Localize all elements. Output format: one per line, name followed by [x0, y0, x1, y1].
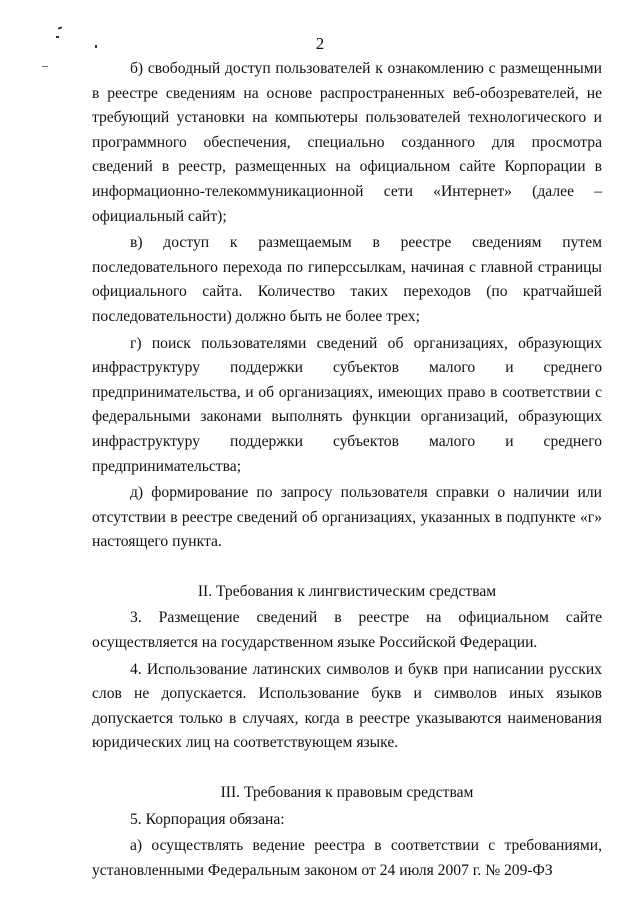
scan-speck	[42, 66, 48, 67]
section-2-heading: II. Требования к лингвистическим средствам	[197, 582, 497, 600]
paragraph-4: 4. Использование латинских символов и букв при написании русских слов не допускается. Использование букв и символов иных языков допускается только в случаях, когда в реестре указываются наименования юридических лиц на соответствующем языке.	[92, 660, 602, 752]
document-body	[92, 57, 602, 883]
paragraph-3: 3. Размещение сведений в реестре на официальном сайте осуществляется на государственном языке Российской Федерации.	[92, 609, 602, 652]
paragraph-5a: а) осуществлять ведение реестра в соответствии с требованиями, установленными Федеральным законом от 24 июля 2007 г. № 209-ФЗ	[92, 837, 602, 879]
paragraph-5: 5. Корпорация обязана:	[130, 810, 285, 828]
page-number: 2	[315, 34, 325, 53]
paragraph-g: г) поиск пользователями сведений об организациях, образующих инфраструктуру поддержки субъектов малого и среднего предпринимательства, и об организациях, имеющих право в соответствии с федеральными законами выполнять функции организаций, образующих инфраструктуру поддержки субъектов малого и среднего предпринимательства;	[92, 334, 602, 475]
paragraph-d: д) формирование по запросу пользователя справки о наличии или отсутствии в реестре сведений об организациях, указанных в подпункте «г» настоящего пункта.	[92, 484, 602, 551]
scan-speck	[58, 26, 62, 29]
section-3-heading: III. Требования к правовым средствам	[220, 784, 474, 802]
paragraph-v: в) доступ к размещаемым в реестре сведениям путем последовательного перехода по гиперссылкам, начиная с главной страницы официального сайта. Количество таких переходов (по кратчайшей последовательности) должно быть не более трех;	[92, 234, 602, 325]
paragraph-b: б) свободный доступ пользователей к ознакомлению с размещенными в реестре сведениям на основе распространенных веб-обозревателей, не требующий установки на компьютеры пользователей технологического и программного обеспечения, специально созданного для просмотра сведений в реестр, размещенных на официальном сайте Корпорации в информационно-телекоммуникационной сети «Интернет» (далее – официальный сайт);	[92, 60, 602, 225]
